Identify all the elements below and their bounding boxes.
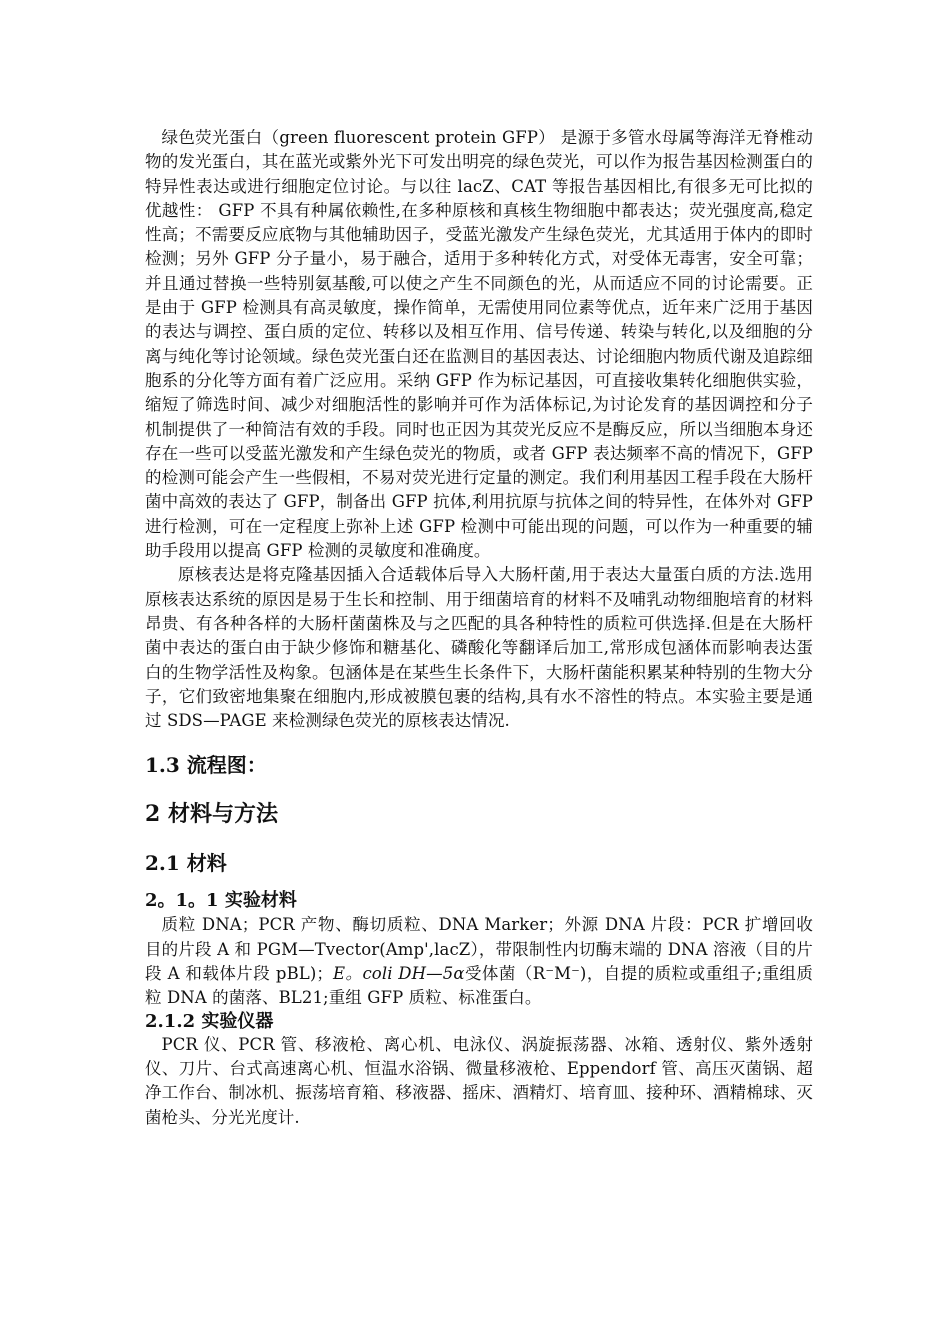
materials-paragraph <box>145 913 813 1010</box>
instruments-paragraph: PCR 仪、PCR 管、移液枪、离心机、电泳仪、涡旋振荡器、冰箱、透射仪、紫外透射仪、刀片、台式高速离心机、恒温水浴锅、微量移液枪、Eppendorf 管、高压灭菌锅、超净工作台、制冰机、振荡培育箱、移液器、摇床、酒精灯、培育皿、接种环、酒精棉球、灭菌枪头、分光光度计. <box>145 1034 813 1127</box>
instruments-heading: 2.1.2 实验仪器 <box>145 1010 274 1032</box>
materials-methods-heading: 2 材料与方法 <box>145 801 278 828</box>
materials-text-b: 受体菌（R⁻M⁻)，自提的质粒或重组子;重组质粒 DNA 的菌落、BL21;重组 GFP 质粒、标准蛋白。 <box>145 964 813 1008</box>
materials-text-a: 质粒 DNA；PCR 产物、酶切质粒、DNA Marker；外源 DNA 片段：PCR 扩增回收目的片段 A 和 PGM—Tvector(Amp',lacZ），带限制性内切酶末端的 DNA 溶液（目的片段 A 和载体片段 pBL)； <box>145 915 813 984</box>
intro-paragraph: 绿色荧光蛋白（green fluorescent protein GFP） 是源于多管水母属等海洋无脊椎动物的发光蛋白，其在蓝光或紫外光下可发出明亮的绿色荧光，可以作为报告基因检测蛋白的特异性表达或进行细胞定位讨论。与以往 lacZ、CAT 等报告基因相比,有很多无可比拟的优越性： GFP 不具有种属依赖性,在多种原核和真核生物细胞中都表达；荧光强度高,稳定性高；不需要反应底物与其他辅助因子，受蓝光激发产生绿色荧光，尤其适用于体内的即时检测；另外 GFP 分子量小，易于融合，适用于多种转化方式，对受体无毒害，安全可靠；并且通过替换一些特别氨基酸,可以使之产生不同颜色的光，从而适应不同的讨论需要。正是由于 GFP 检测具有高灵敏度，操作简单，无需使用同位素等优点，近年来广泛用于基因的表达与调控、蛋白质的定位、转移以及相互作用、信号传递、转染与转化,以及细胞的分离与纯化等讨论领域。绿色荧光蛋白还在监测目的基因表达、讨论细胞内物质代谢及追踪细胞系的分化等方面有着广泛应用。采纳 GFP 作为标记基因，可直接收集转化细胞供实验，缩短了筛选时间、减少对细胞活性的影响并可作为活体标记,为讨论发育的基因调控和分子机制提供了一种简洁有效的手段。同时也正因为其荧光反应不是酶反应，所以当细胞本身还存在一些可以受蓝光激发和产生绿色荧光的物质，或者 GFP 表达频率不高的情况下，GFP 的检测可能会产生一些假相，不易对荧光进行定量的测定。我们利用基因工程手段在大肠杆菌中高效的表达了 GFP，制备出 GFP 抗体,利用抗原与抗体之间的特异性，在体外对 GFP 进行检测，可在一定程度上弥补上述 GFP 检测中可能出现的问题，可以作为一种重要的辅助手段用以提高 GFP 检测的灵敏度和准确度。 <box>145 128 813 561</box>
materials-heading: 2.1 材料 <box>145 851 227 876</box>
document-body <box>145 126 813 1130</box>
flowchart-heading: 1.3 流程图： <box>145 753 267 778</box>
prokaryotic-paragraph: 原核表达是将克隆基因插入合适载体后导入大肠杆菌,用于表达大量蛋白质的方法.选用原核表达系统的原因是易于生长和控制、用于细菌培育的材料不及哺乳动物细胞培育的材料昂贵、有各种各样的大肠杆菌菌株及与之匹配的具各种特性的质粒可供选择.但是在大肠杆菌中表达的蛋白由于缺少修饰和糖基化、磷酸化等翻译后加工,常形成包涵体而影响表达蛋白的生物学活性及构象。包涵体是在某些生长条件下，大肠杆菌能积累某种特别的生物大分子，它们致密地集聚在细胞内,形成被膜包裹的结构,具有水不溶性的特点。本实验主要是通过 SDS—PAGE 来检测绿色荧光的原核表达情况. <box>145 565 813 731</box>
experiment-materials-heading: 2。1。1 实验材料 <box>145 890 297 912</box>
ecoli-strain: E。coli DH—5α <box>333 964 465 984</box>
